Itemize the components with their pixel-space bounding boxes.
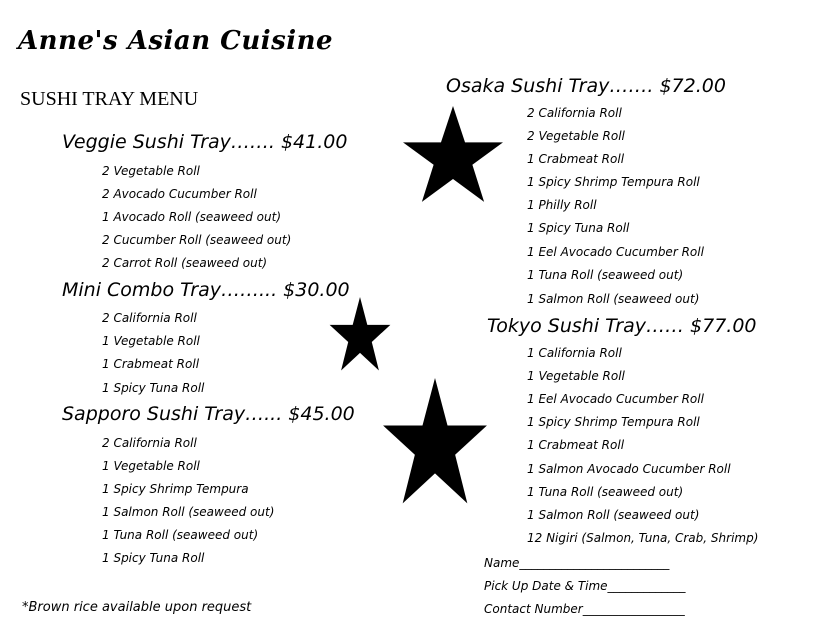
list-item: 2 Avocado Cucumber Roll bbox=[102, 187, 257, 201]
list-item: 1 Salmon Roll (seaweed out) bbox=[102, 505, 275, 519]
tray-heading: Osaka Sushi Tray……. $72.00 bbox=[446, 75, 726, 97]
list-item: 1 Spicy Tuna Roll bbox=[102, 381, 205, 395]
list-item: 1 Tuna Roll (seaweed out) bbox=[527, 268, 684, 282]
list-item: 12 Nigiri (Salmon, Tuna, Crab, Shrimp) bbox=[527, 531, 759, 545]
list-item: 1 Spicy Tuna Roll bbox=[527, 221, 630, 235]
list-item: 2 Vegetable Roll bbox=[527, 129, 625, 143]
list-item: 2 California Roll bbox=[102, 311, 197, 325]
star-icon bbox=[382, 378, 488, 506]
list-item: 2 California Roll bbox=[527, 106, 622, 120]
list-item: 1 Crabmeat Roll bbox=[102, 357, 200, 371]
list-item: 1 Crabmeat Roll bbox=[527, 152, 625, 166]
list-item: 1 Crabmeat Roll bbox=[527, 438, 625, 452]
list-item: 1 Eel Avocado Cucumber Roll bbox=[527, 392, 704, 406]
tray-heading: Veggie Sushi Tray……. $41.00 bbox=[62, 131, 348, 153]
tray-heading: Sapporo Sushi Tray…... $45.00 bbox=[62, 403, 355, 425]
list-item: 1 Tuna Roll (seaweed out) bbox=[527, 485, 684, 499]
tray-heading: Tokyo Sushi Tray…… $77.00 bbox=[487, 315, 757, 337]
list-item: 1 Salmon Avocado Cucumber Roll bbox=[527, 462, 731, 476]
menu-subtitle: SUSHI TRAY MENU bbox=[20, 88, 199, 110]
tray-heading: Mini Combo Tray……... $30.00 bbox=[62, 279, 350, 301]
star-icon bbox=[329, 297, 391, 372]
list-item: 2 California Roll bbox=[102, 436, 197, 450]
list-item: 1 Avocado Roll (seaweed out) bbox=[102, 210, 282, 224]
list-item: 1 Salmon Roll (seaweed out) bbox=[527, 292, 700, 306]
list-item: 1 California Roll bbox=[527, 346, 622, 360]
star-icon bbox=[402, 106, 504, 204]
list-item: 2 Carrot Roll (seaweed out) bbox=[102, 256, 268, 270]
list-item: 2 Vegetable Roll bbox=[102, 164, 200, 178]
list-item: 1 Vegetable Roll bbox=[102, 334, 200, 348]
list-item: 1 Eel Avocado Cucumber Roll bbox=[527, 245, 704, 259]
list-item: 1 Tuna Roll (seaweed out) bbox=[102, 528, 259, 542]
list-item: 2 Cucumber Roll (seaweed out) bbox=[102, 233, 292, 247]
list-item: 1 Spicy Shrimp Tempura Roll bbox=[527, 175, 700, 189]
list-item: 1 Salmon Roll (seaweed out) bbox=[527, 508, 700, 522]
menu-title: Anne's Asian Cuisine bbox=[18, 26, 334, 56]
list-item: 1 Spicy Tuna Roll bbox=[102, 551, 205, 565]
contact-number-field: Contact Number_________________ bbox=[484, 602, 685, 616]
name-field: Name_________________________ bbox=[484, 556, 670, 570]
list-item: 1 Spicy Shrimp Tempura bbox=[102, 482, 249, 496]
list-item: 1 Vegetable Roll bbox=[527, 369, 625, 383]
list-item: 1 Spicy Shrimp Tempura Roll bbox=[527, 415, 700, 429]
brown-rice-note: *Brown rice available upon request bbox=[22, 600, 252, 615]
list-item: 1 Philly Roll bbox=[527, 198, 597, 212]
list-item: 1 Vegetable Roll bbox=[102, 459, 200, 473]
pickup-date-time-field: Pick Up Date & Time_____________ bbox=[484, 579, 686, 593]
